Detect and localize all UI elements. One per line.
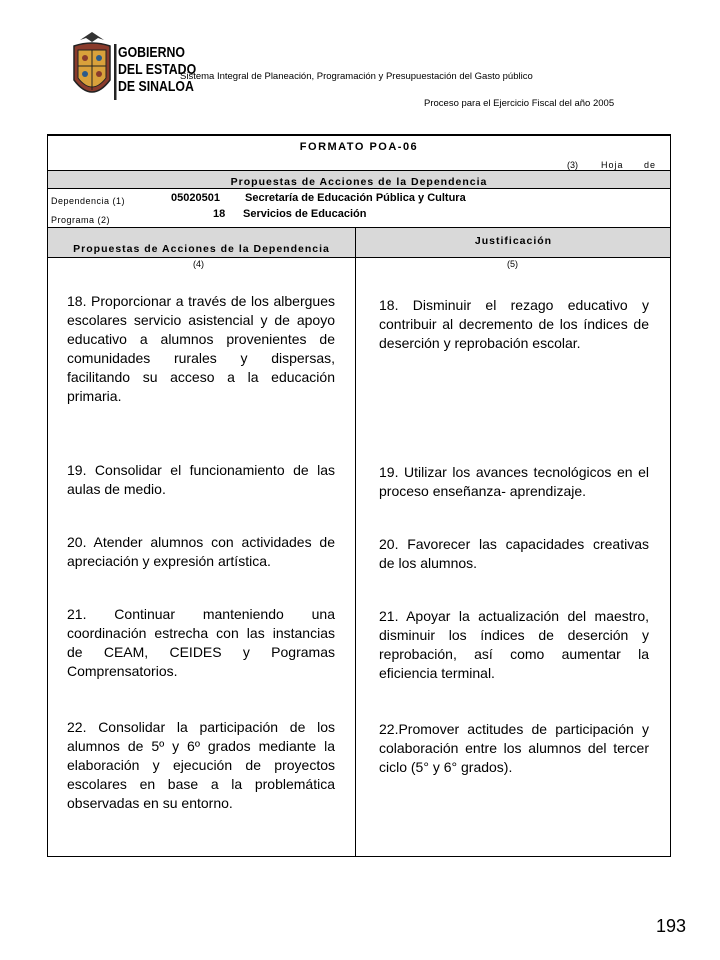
dependencia-code: 05020501 bbox=[171, 192, 220, 204]
hoja-number: (3) bbox=[567, 160, 578, 170]
divider bbox=[48, 170, 670, 171]
accion-22: 22. Consolidar la participación de los alumnos de 5º y 6º grados mediante la elaboración y ejecución de proyectos escolares en base a la problemática observadas en su entorno. bbox=[67, 719, 335, 811]
justificacion-20: 20. Favorecer las capacidades creativas de los alumnos. bbox=[379, 536, 649, 571]
dependencia-name: Secretaría de Educación Pública y Cultura bbox=[245, 192, 466, 204]
column-number-acciones: (4) bbox=[193, 259, 204, 269]
column-header-justificacion: Justificación bbox=[474, 235, 553, 247]
system-title: Sistema Integral de Planeación, Programación y Presupuestación del Gasto público bbox=[180, 71, 533, 82]
justificacion-18: 18. Disminuir el rezago educativo y contribuir al decremento de los índices de deserción y reprobación escolar. bbox=[379, 297, 649, 351]
accion-19: 19. Consolidar el funcionamiento de las aulas de medio. bbox=[67, 462, 335, 497]
hoja-label: Hoja bbox=[601, 160, 624, 170]
programa-code: 18 bbox=[213, 208, 226, 220]
logo-line-3: DE SINALOA bbox=[118, 78, 194, 95]
logo-wordmark bbox=[118, 44, 196, 95]
column-number-justificacion: (5) bbox=[507, 259, 518, 269]
hoja-de-label: de bbox=[644, 160, 657, 170]
column-divider bbox=[355, 227, 356, 856]
poa-06-form bbox=[47, 134, 671, 857]
accion-21: 21. Continuar manteniendo una coordinación estrecha con las instancias de CEAM, CEIDES y Pogramas Comprensatorios. bbox=[67, 606, 335, 679]
divider bbox=[48, 257, 670, 258]
programa-name: Servicios de Educación bbox=[243, 208, 367, 220]
accion-20: 20. Atender alumnos con actividades de apreciación y expresión artística. bbox=[67, 534, 335, 569]
justificacion-22: 22.Promover actitudes de participación y colaboración entre los alumnos del tercer ciclo (5° y 6° grados). bbox=[379, 721, 649, 775]
logo-line-2: DEL ESTADO bbox=[118, 61, 197, 78]
logo-line-1: GOBIERNO bbox=[118, 44, 185, 61]
divider bbox=[48, 188, 670, 189]
accion-18: 18. Proporcionar a través de los albergues escolares servicio asistencial y de apoyo educativo a alumnos provenientes de comunidades rurales y dispersas, facilitando su acceso a la educación primaria. bbox=[67, 293, 335, 404]
divider bbox=[48, 135, 670, 136]
page-number: 193 bbox=[655, 916, 686, 936]
process-title: Proceso para el Ejercicio Fiscal del año 2005 bbox=[424, 98, 615, 109]
column-header-acciones: Propuestas de Acciones de la Dependencia bbox=[73, 243, 330, 255]
justificacion-21: 21. Apoyar la actualización del maestro, disminuir los índices de deserción y reprobación, así como aumentar la eficiencia terminal. bbox=[379, 608, 649, 681]
divider bbox=[48, 227, 670, 228]
form-title: FORMATO POA-06 bbox=[299, 141, 419, 153]
justificacion-19: 19. Utilizar los avances tecnológicos en el proceso enseñanza- aprendizaje. bbox=[379, 464, 649, 499]
section-title: Propuestas de Acciones de la Dependencia bbox=[230, 176, 488, 188]
dependencia-label: Dependencia (1) bbox=[51, 196, 126, 206]
programa-label: Programa (2) bbox=[51, 215, 111, 225]
